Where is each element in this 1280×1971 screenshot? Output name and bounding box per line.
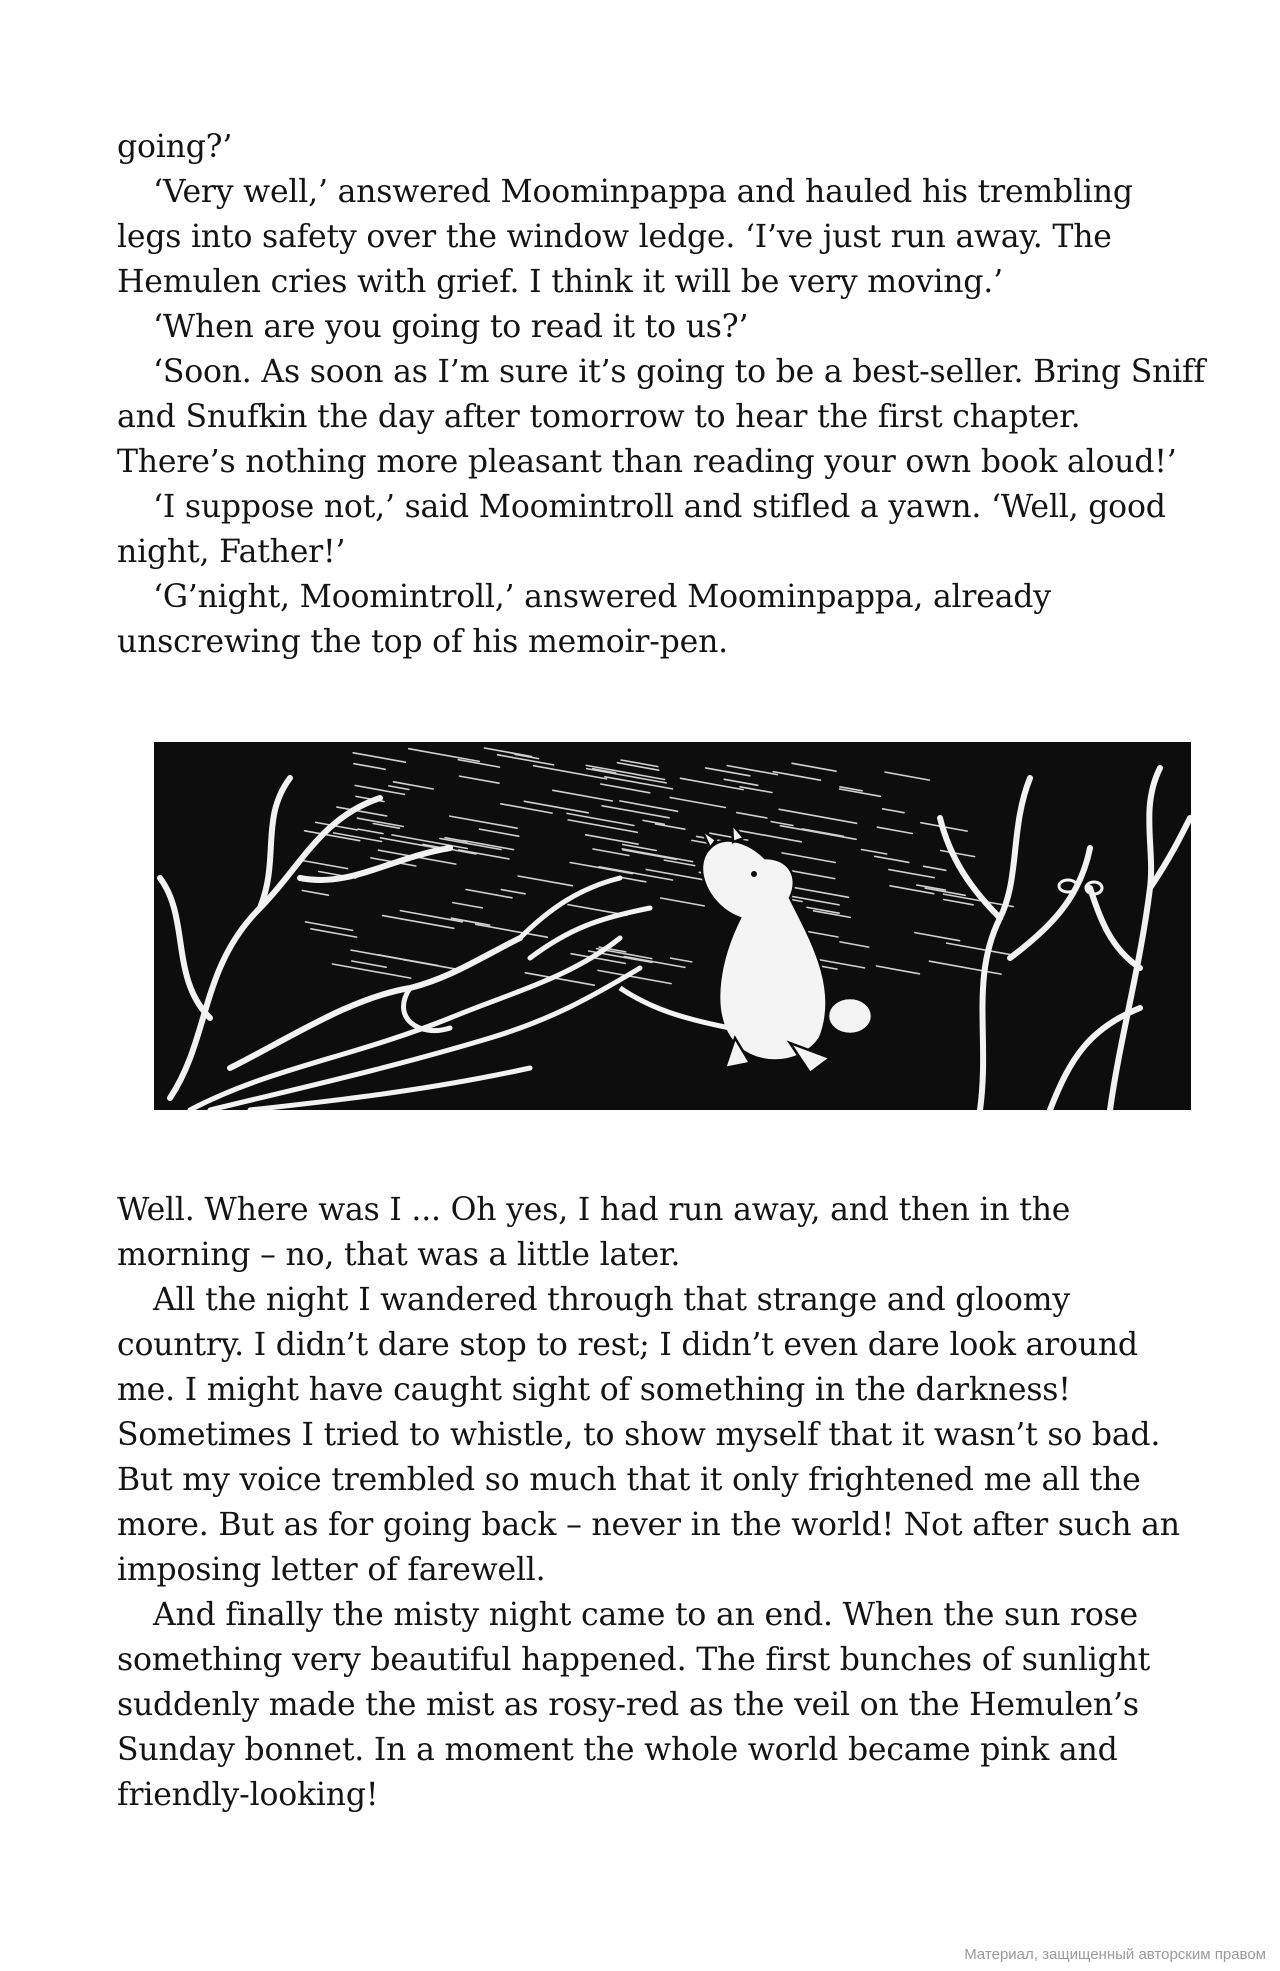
text-line: country. I didn’t dare stop to rest; I didn’t even dare look around <box>117 1327 1138 1363</box>
text-line: Sometimes I tried to whistle, to show myself that it wasn’t so bad. <box>117 1417 1161 1453</box>
text-line: friendly-looking! <box>117 1777 379 1813</box>
text-line: and Snufkin the day after tomorrow to hear the first chapter. <box>117 399 1081 435</box>
text-line: something very beautiful happened. The first bunches of sunlight <box>117 1642 1151 1678</box>
copyright-watermark: Материал, защищенный авторским правом <box>964 1946 1266 1963</box>
paragraph <box>117 575 1177 665</box>
text-line: imposing letter of farewell. <box>117 1552 546 1588</box>
bottom-text-block <box>117 1188 1180 1818</box>
text-line: There’s nothing more pleasant than reading your own book aloud!’ <box>117 444 1177 480</box>
text-line: Well. Where was I ... Oh yes, I had run away, and then in the <box>117 1192 1071 1228</box>
text-line: And finally the misty night came to an end. When the sun rose <box>153 1597 1139 1633</box>
text-line: But my voice trembled so much that it only frightened me all the <box>117 1462 1141 1498</box>
text-line: more. But as for going back – never in the world! Not after such an <box>117 1507 1180 1543</box>
text-line: night, Father!’ <box>117 534 346 570</box>
moomintroll-night-illustration <box>150 738 1195 1114</box>
paragraph <box>117 1593 1177 1818</box>
paragraph <box>117 350 1205 485</box>
text-line: suddenly made the mist as rosy-red as the veil on the Hemulen’s <box>117 1687 1139 1723</box>
text-line: legs into safety over the window ledge. ‘I’ve just run away. The <box>117 219 1112 255</box>
paragraph <box>117 485 1177 575</box>
paragraph <box>117 1188 1177 1278</box>
text-line: me. I might have caught sight of something in the darkness! <box>117 1372 1071 1408</box>
text-line: morning – no, that was a little later. <box>117 1237 681 1273</box>
text-line: All the night I wandered through that strange and gloomy <box>153 1282 1070 1318</box>
text-line: Hemulen cries with grief. I think it will be very moving.’ <box>117 264 1003 300</box>
text-line: going?’ <box>117 129 233 165</box>
paragraph <box>117 1278 1180 1593</box>
text-line: ‘Very well,’ answered Moominpappa and hauled his trembling <box>153 174 1133 210</box>
text-line: ‘Soon. As soon as I’m sure it’s going to be a best-seller. Bring Sniff <box>153 354 1205 390</box>
text-line: Sunday bonnet. In a moment the whole world became pink and <box>117 1732 1118 1768</box>
text-line: ‘When are you going to read it to us?’ <box>153 309 749 345</box>
text-line: ‘G’night, Moomintroll,’ answered Moominpappa, already <box>153 579 1051 615</box>
paragraph <box>117 305 1177 350</box>
paragraph <box>117 125 1177 170</box>
text-line: unscrewing the top of his memoir-pen. <box>117 624 728 660</box>
paragraph <box>117 170 1177 305</box>
top-text-block <box>117 125 1205 665</box>
text-line: ‘I suppose not,’ said Moomintroll and stifled a yawn. ‘Well, good <box>153 489 1166 525</box>
